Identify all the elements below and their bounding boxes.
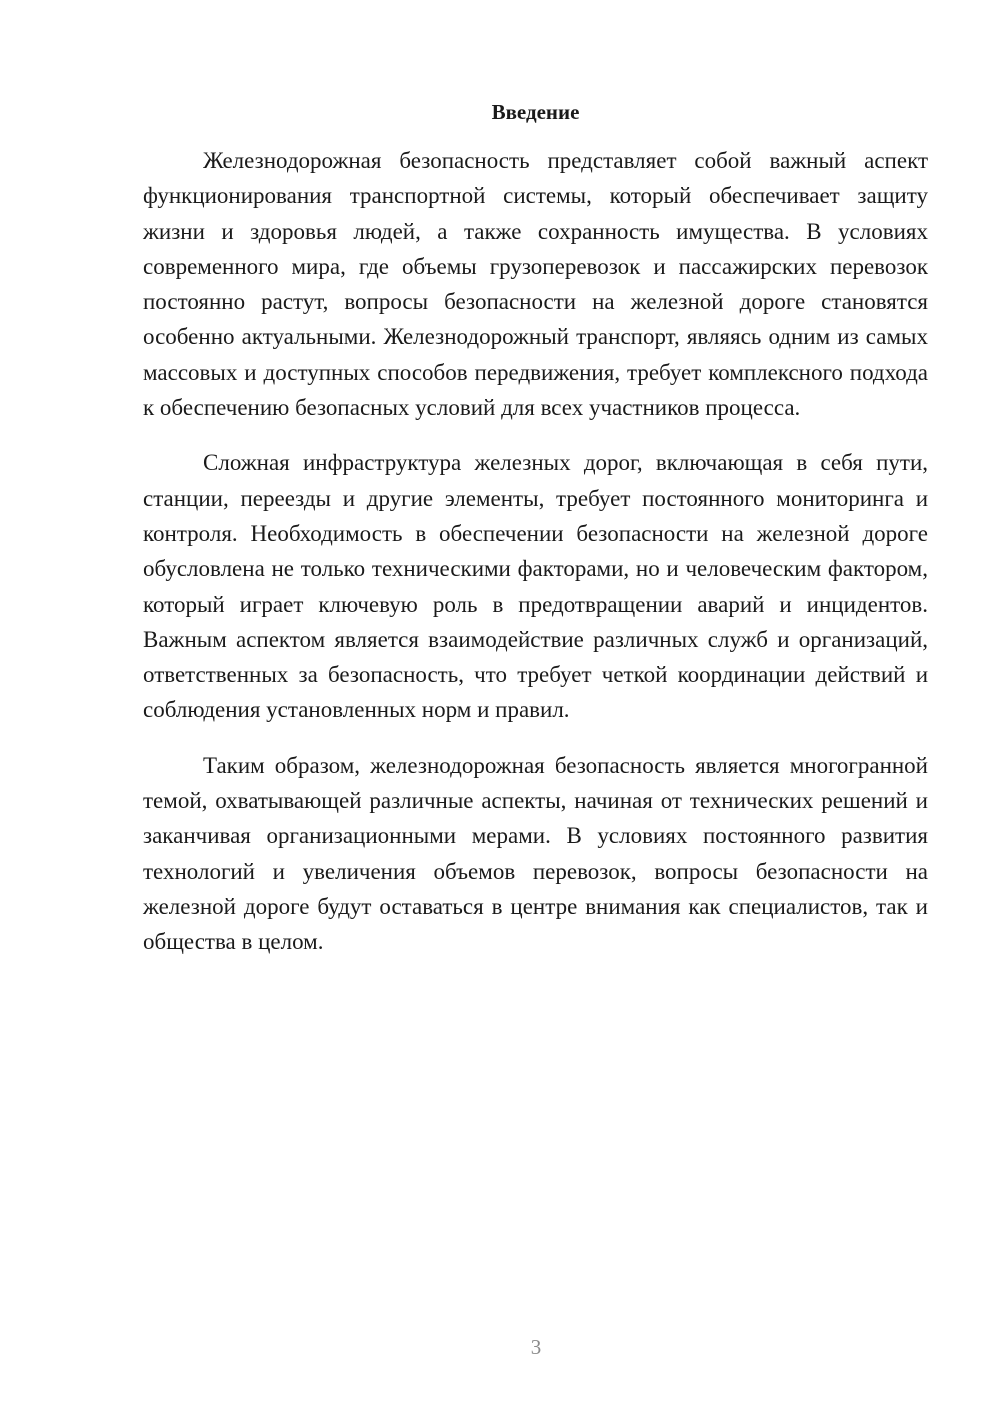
paragraph-intro: Железнодорожная безопасность представляет собой важный аспект функционирования транспортной системы, который обеспечивает защиту жизни и здоровья людей, а также сохранность имущества. В условиях современного мира, где объемы грузоперевозок и пассажирских перевозок постоянно растут, вопросы безопасности на железной дороге становятся особенно актуальными. Железнодорожный транспорт, являясь одним из самых массовых и доступных способов передвижения, требует комплексного подхода к обеспечению безопасных условий для всех участников процесса. bbox=[143, 148, 928, 421]
paragraph-infrastructure: Сложная инфраструктура железных дорог, включающая в себя пути, станции, переезды и другие элементы, требует постоянного мониторинга и контроля. Необходимость в обеспечении безопасности на железной дороге обусловлена не только техническими факторами, но и человеческим фактором, который играет ключевую роль в предотвращении аварий и инцидентов. Важным аспектом является взаимодействие различных служб и организаций, ответственных за безопасность, что требует четкой координации действий и соблюдения установленных норм и правил. bbox=[143, 450, 928, 723]
page-heading: Введение bbox=[491, 100, 580, 124]
paragraph-conclusion: Таким образом, железнодорожная безопасность является многогранной темой, охватывающей различные аспекты, начиная от технических решений и заканчивая организационными мерами. В условиях постоянного развития технологий и увеличения объемов перевозок, вопросы безопасности на железной дороге будут оставаться в центре внимания как специалистов, так и общества в целом. bbox=[143, 752, 928, 955]
document-body bbox=[143, 143, 928, 980]
page-number: 3 bbox=[530, 1335, 542, 1359]
